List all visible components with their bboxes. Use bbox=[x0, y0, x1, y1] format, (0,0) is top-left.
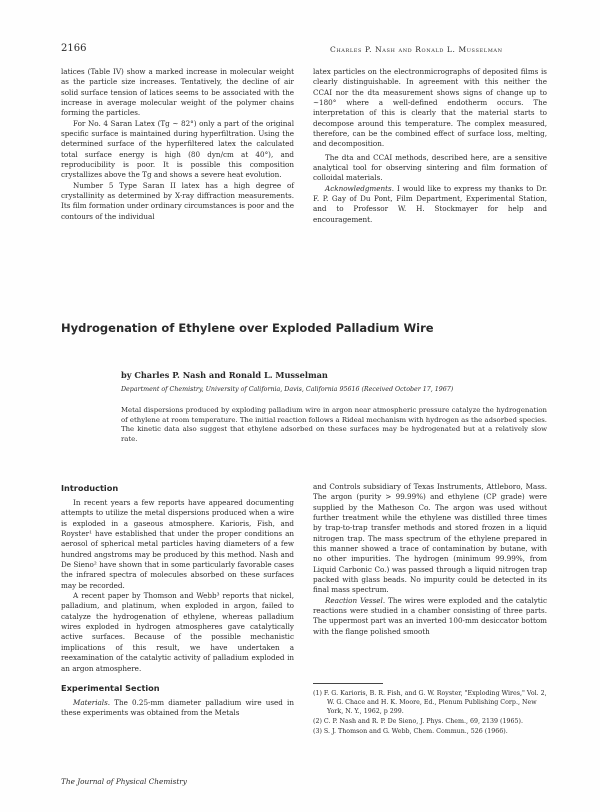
footnote: (1) F. G. Karioris, B. R. Fish, and G. W. Royster, "Exploding Wires," Vol. 2, W. G. Chace and H. K. Moore, Ed., Plenum Publishing Corp., New York, N. Y., 1962, p 299. bbox=[313, 690, 547, 715]
intro-paragraph: A recent paper by Thomson and Webb³ reports that nickel, palladium, and platinum, when exploded in argon, failed to catalyze the hydrogenation of ethylene, whereas palladium wires exploded in hydrogen atmospheres gave catalytically active surfaces. Because of the possible mechanistic implications of this result, we have undertaken a reexamination of the catalytic activity of palladium exploded in an argon atmosphere. bbox=[61, 591, 294, 673]
prev-paragraph: For No. 4 Saran Latex (Tg ~ 82°) only a part of the original specific surface is maintained during hyperfiltration. Using the determined surface of the hyperfiltered latex the calculated total surface energy is high (80 dyn/cm at 40°), and reproducibility is poor. It is possible this composition crystallizes above the Tg and shows a severe heat evolution. bbox=[61, 118, 294, 180]
acknowledgments bbox=[313, 184, 547, 225]
article-authors: by Charles P. Nash and Ronald L. Musselman bbox=[121, 370, 328, 380]
prev-paragraph: latex particles on the electronmicrographs of deposited films is clearly distinguishable. In agreement with this neither the CCAI nor the dta measurement shows signs of change up to ~180° where a well-defined endotherm occurs. The interpretation of this is clearly that the material starts to decompose around this temperature. The complex measured, therefore, can be the combined effect of surface loss, melting, and decomposition. bbox=[313, 67, 547, 149]
article-affiliation: Department of Chemistry, University of California, Davis, California 95616 (Received October 17, 1967) bbox=[121, 386, 454, 393]
page-number: 2166 bbox=[61, 43, 87, 54]
acknowledgments-text: I would like to express my thanks to Dr. F. P. Gay of Du Pont, Film Department, Experimental Station, and to Professor W. H. Stockmayer for help and encouragement. bbox=[313, 183, 547, 224]
prev-paragraph: Number 5 Type Saran II latex has a high degree of crystallinity as determined by X-ray diffraction measurements. Its film formation under ordinary circumstances is poor and the contours of the individual bbox=[61, 180, 294, 221]
experimental-heading: Experimental Section bbox=[61, 682, 160, 693]
reaction-vessel-paragraph bbox=[313, 596, 547, 637]
footnote: (2) C. P. Nash and R. P. De Sieno, J. Phys. Chem., 69, 2139 (1965). bbox=[313, 718, 523, 725]
footnotes bbox=[313, 689, 547, 737]
footnote-divider bbox=[313, 683, 383, 684]
journal-footer: The Journal of Physical Chemistry bbox=[61, 777, 187, 786]
introduction-heading: Introduction bbox=[61, 483, 119, 493]
prev-article-left-column bbox=[61, 67, 294, 222]
article-abstract: Metal dispersions produced by exploding palladium wire in argon near atmospheric pressure catalyze the hydrogenation of ethylene at room temperature. The initial reaction follows a Rideal mechanism with hydrogen as the adsorbed species. The kinetic data also suggest that ethylene adsorbed on these surfaces may be hydrogenated but at a relatively slow rate. bbox=[121, 406, 547, 443]
body-right-column bbox=[313, 482, 547, 637]
materials-paragraph bbox=[61, 698, 294, 719]
materials-label: Materials. bbox=[73, 697, 111, 707]
running-head: Charles P. Nash and Ronald L. Musselman bbox=[330, 45, 503, 54]
acknowledgments-label: Acknowledgments. bbox=[325, 183, 394, 193]
footnote: (3) S. J. Thomson and G. Webb, Chem. Commun., 526 (1966). bbox=[313, 728, 508, 735]
article-title: Hydrogenation of Ethylene over Exploded Palladium Wire bbox=[61, 321, 434, 335]
prev-article-right-column bbox=[313, 67, 547, 225]
body-left-column bbox=[61, 483, 294, 719]
materials-continued: and Controls subsidiary of Texas Instruments, Attleboro, Mass. The argon (purity > 99.99%) and ethylene (CP grade) were supplied by the Matheson Co. The argon was used without further treatment while the ethylene was distilled three times by trap-to-trap transfer methods and stored frozen in a liquid nitrogen trap. The mass spectrum of the ethylene prepared in this manner showed a trace of contamination by butane, with no other impurities. The hydrogen (minimum 99.99%, from Liquid Carbonic Co.) was passed through a liquid nitrogen trap packed with glass beads. No impurity could be detected in its final mass spectrum. bbox=[313, 482, 547, 595]
prev-paragraph: latices (Table IV) show a marked increase in molecular weight as the particle size increases. Tentatively, the decline of air solid surface tension of latices seems to be associated with the increase in average molecular weight of the polymer chains forming the particles. bbox=[61, 67, 294, 118]
reaction-vessel-text: The wires were exploded and the catalytic reactions were studied in a chamber consisting of three parts. The uppermost part was an inverted 100-mm desiccator bottom with the flange polished smooth bbox=[313, 595, 547, 636]
prev-paragraph: The dta and CCAI methods, described here, are a sensitive analytical tool for observing sintering and film formation of colloidal materials. bbox=[313, 152, 547, 183]
intro-paragraph: In recent years a few reports have appeared documenting attempts to utilize the metal dispersions produced when a wire is exploded in a gaseous atmosphere. Karioris, Fish, and Royster¹ have established that under the proper conditions an aerosol of spherical metal particles having diameters of a few hundred angstroms may be produced by this method. Nash and De Sieno² have shown that in some particularly favorable cases the infrared spectra of molecules absorbed on these surfaces may be recorded. bbox=[61, 498, 294, 590]
materials-text: The 0.25-mm diameter palladium wire used in these experiments was obtained from the Metals bbox=[61, 697, 294, 718]
reaction-vessel-label: Reaction Vessel. bbox=[325, 595, 386, 605]
